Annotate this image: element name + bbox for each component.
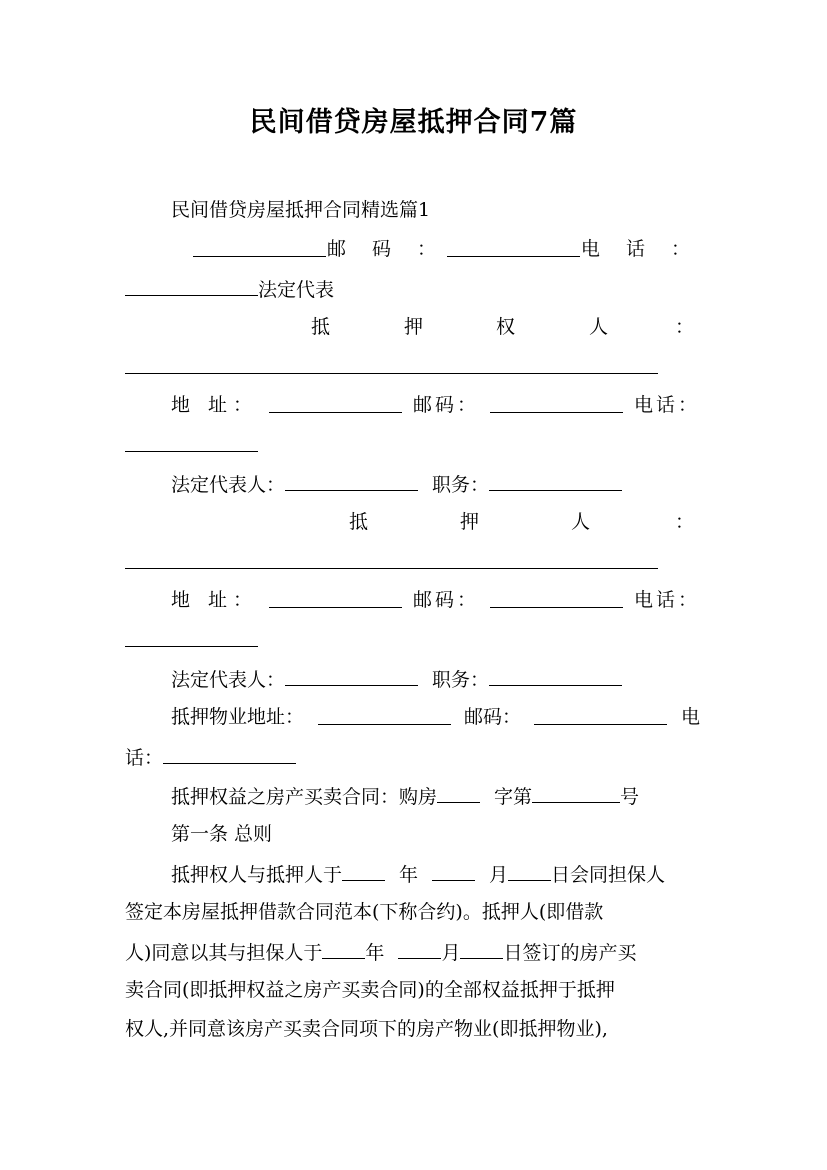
mortgagee-contact-line bbox=[125, 236, 700, 262]
month-blank[interactable] bbox=[398, 938, 441, 959]
phone-blank[interactable] bbox=[125, 275, 258, 296]
mortgagee-char: ： bbox=[675, 316, 695, 338]
body-text: 月 bbox=[489, 864, 509, 886]
legal-rep-label: 法定代表 bbox=[258, 279, 335, 301]
year-blank[interactable] bbox=[322, 938, 365, 959]
mortgagor-legal-rep-line bbox=[125, 665, 700, 691]
postcode-blank[interactable] bbox=[534, 704, 667, 725]
mortgagee-char: 押 bbox=[404, 316, 424, 338]
mortgagor-name-blank[interactable] bbox=[125, 548, 658, 569]
page-title: 民间借贷房屋抵押合同7篇 bbox=[249, 107, 578, 138]
body-line bbox=[125, 899, 700, 925]
phone-label: 电话： bbox=[633, 589, 700, 611]
body-text: 权人,并同意该房产买卖合同项下的房产物业(即抵押物业), bbox=[125, 1018, 608, 1040]
body-text: 年 bbox=[365, 942, 385, 964]
position-label: 职务： bbox=[432, 474, 490, 496]
position-blank[interactable] bbox=[489, 470, 622, 491]
body-text: 人)同意以其与担保人于 bbox=[125, 942, 323, 964]
mortgagor-name-line bbox=[125, 548, 700, 574]
phone-label-part: 电 bbox=[680, 706, 700, 728]
contract-label-b: 字第 bbox=[494, 786, 533, 808]
postcode-label: 邮码： bbox=[463, 706, 521, 728]
mortgagor-char: ： bbox=[675, 511, 695, 533]
phone-blank[interactable] bbox=[163, 743, 296, 764]
body-line bbox=[125, 860, 700, 886]
property-address-line bbox=[125, 704, 700, 730]
legal-rep-label: 法定代表人： bbox=[171, 669, 286, 691]
postcode-blank[interactable] bbox=[447, 236, 580, 257]
mortgagee-address-line bbox=[125, 392, 700, 418]
mortgagor-address-line bbox=[125, 587, 700, 613]
phone-label: 电话： bbox=[633, 394, 700, 416]
address-blank[interactable] bbox=[269, 587, 402, 608]
body-text: 签定本房屋抵押借款合同范本(下称合约)。抵押人(即借款 bbox=[125, 901, 604, 923]
body-text: 日签订的房产买 bbox=[503, 942, 637, 964]
contract-number-line bbox=[125, 782, 700, 808]
phone-blank[interactable] bbox=[125, 431, 258, 452]
position-label: 职务： bbox=[432, 669, 490, 691]
mortgagor-phone-line bbox=[125, 626, 700, 652]
mortgagor-char: 押 bbox=[460, 511, 480, 533]
mortgagee-heading-line bbox=[125, 314, 700, 340]
address-blank[interactable] bbox=[269, 392, 402, 413]
body-text: 日会同担保人 bbox=[551, 864, 666, 886]
blank-field[interactable] bbox=[193, 236, 326, 257]
property-address-blank[interactable] bbox=[318, 704, 451, 725]
legal-rep-label: 法定代表人： bbox=[171, 474, 286, 496]
body-text: 卖合同(即抵押权益之房产买卖合同)的全部权益抵押于抵押 bbox=[125, 979, 615, 1001]
contract-label-c: 号 bbox=[620, 786, 640, 808]
mortgagee-name-line bbox=[125, 353, 700, 379]
mortgagee-legal-rep-line bbox=[125, 470, 700, 496]
postcode-label: 邮码： bbox=[412, 394, 479, 416]
mortgagor-char: 人 bbox=[571, 511, 591, 533]
mortgagee-name-blank[interactable] bbox=[125, 353, 658, 374]
postcode-blank[interactable] bbox=[490, 392, 623, 413]
mortgagor-char: 抵 bbox=[349, 511, 369, 533]
position-blank[interactable] bbox=[489, 665, 622, 686]
phone-blank[interactable] bbox=[125, 626, 258, 647]
contract-label: 抵押权益之房产买卖合同：购房 bbox=[171, 786, 438, 808]
phone-legal-rep-line bbox=[125, 275, 700, 301]
property-address-label: 抵押物业地址： bbox=[171, 706, 305, 728]
contract-number-blank[interactable] bbox=[532, 782, 620, 803]
body-line bbox=[125, 977, 700, 1003]
legal-rep-blank[interactable] bbox=[285, 470, 418, 491]
mortgagee-phone-line bbox=[125, 431, 700, 457]
legal-rep-blank[interactable] bbox=[285, 665, 418, 686]
address-label: 地 址： bbox=[171, 394, 259, 416]
mortgagee-char: 抵 bbox=[311, 316, 331, 338]
body-line bbox=[125, 938, 700, 964]
body-text: 月 bbox=[441, 942, 461, 964]
address-label: 地 址： bbox=[171, 589, 259, 611]
article-one-line bbox=[125, 821, 700, 847]
mortgagee-char: 权 bbox=[496, 316, 516, 338]
phone-label-part: 话： bbox=[125, 747, 164, 769]
mortgagor-heading-line bbox=[125, 509, 700, 535]
day-blank[interactable] bbox=[508, 860, 551, 881]
body-line bbox=[125, 1016, 700, 1042]
section-heading: 民间借贷房屋抵押合同精选篇1 bbox=[171, 199, 431, 221]
postcode-label: 邮 码 ： bbox=[326, 238, 447, 260]
year-blank[interactable] bbox=[342, 860, 385, 881]
day-blank[interactable] bbox=[460, 938, 503, 959]
body-text: 年 bbox=[399, 864, 419, 886]
article-heading: 第一条 总则 bbox=[171, 823, 273, 845]
body-text: 抵押权人与抵押人于 bbox=[171, 864, 343, 886]
postcode-blank[interactable] bbox=[490, 587, 623, 608]
contract-year-blank[interactable] bbox=[437, 782, 480, 803]
property-phone-line bbox=[125, 743, 700, 769]
postcode-label: 邮码： bbox=[412, 589, 479, 611]
section-heading-line bbox=[125, 197, 700, 223]
phone-label: 电 话 ： bbox=[580, 238, 700, 260]
mortgagee-char: 人 bbox=[589, 316, 609, 338]
month-blank[interactable] bbox=[432, 860, 475, 881]
